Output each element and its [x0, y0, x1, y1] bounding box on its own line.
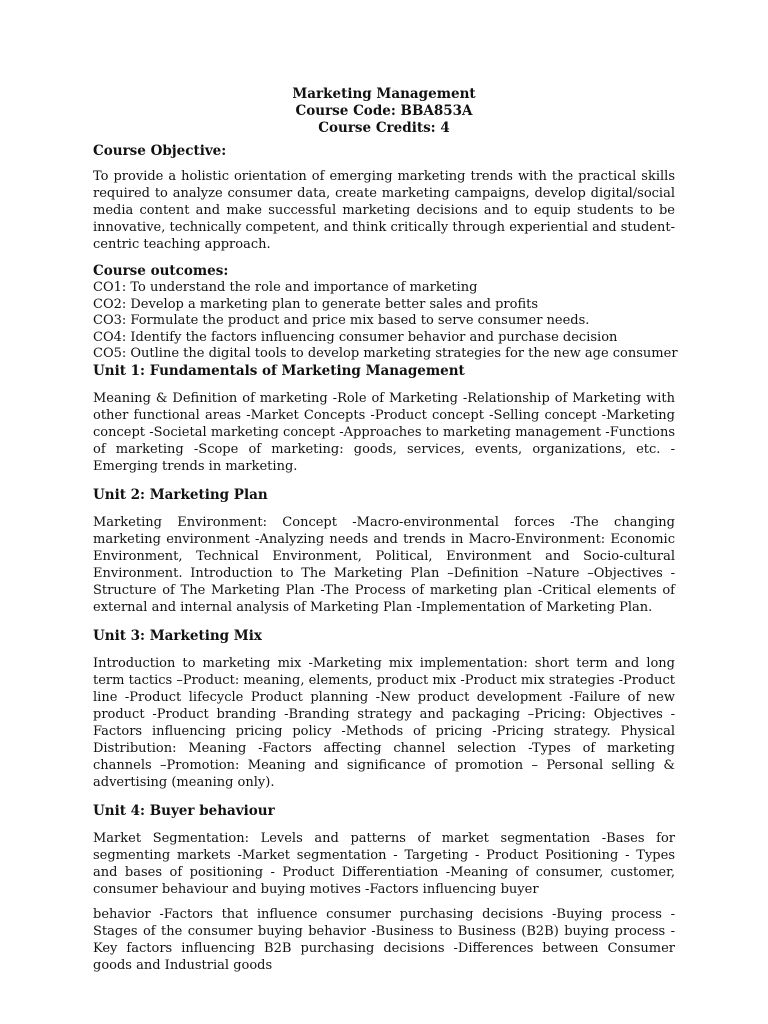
document-header	[93, 86, 675, 137]
unit-4-text: Market Segmentation: Levels and patterns of market segmentation -Bases for segmenting markets -Market segmentation - Targeting - Product Positioning - Types and bases of positioning - Product Differentiation -Meaning of consumer, customer, consumer behaviour and buying motives -Factors influencing buyer	[93, 830, 675, 897]
unit-4-text-continued: behavior -Factors that influence consumer purchasing decisions -Buying process -Stages of the consumer buying behavior -Business to Business (B2B) buying process -Key factors influencing B2B purchasing decisions -Differences between Consumer goods and Industrial goods	[93, 906, 675, 973]
course-code: Course Code: BBA853A	[295, 103, 473, 119]
outcome-item: CO5: Outline the digital tools to develop marketing strategies for the new age consumer	[93, 346, 678, 362]
objective-text: To provide a holistic orientation of emerging marketing trends with the practical skills required to analyze consumer data, create marketing campaigns, develop digital/social media content and make successful marketing decisions and to equip students to be innovative, technically competent, and think critically through experiential and student-centric teaching approach.	[93, 169, 675, 252]
unit-2-text: Marketing Environment: Concept -Macro-environmental forces -The changing marketing environment -Analyzing needs and trends in Macro-Environment: Economic Environment, Technical Environment, Political, Environment and Socio-cultural Environment. Introduction to The Marketing Plan –Definition –Nature –Objectives -Structure of The Marketing Plan -The Process of marketing plan -Critical elements of external and internal analysis of Marketing Plan -Implementation of Marketing Plan.	[93, 514, 675, 615]
unit-2-heading: Unit 2: Marketing Plan	[93, 486, 268, 503]
objective-heading: Course Objective:	[93, 143, 227, 159]
document-page	[93, 86, 678, 974]
outcomes-heading: Course outcomes:	[93, 263, 229, 279]
unit-1-heading: Unit 1: Fundamentals of Marketing Management	[93, 362, 465, 379]
unit-3-heading: Unit 3: Marketing Mix	[93, 627, 262, 644]
unit-3-text: Introduction to marketing mix -Marketing mix implementation: short term and long term tactics –Product: meaning, elements, product mix -Product mix strategies -Product line -Product lifecycle Product planning -New product development -Failure of new product -Product branding -Branding strategy and packaging –Pricing: Objectives -Factors influencing pricing policy -Methods of pricing -Pricing strategy. Physical Distribution: Meaning -Factors affecting channel selection -Types of marketing channels –Promotion: Meaning and significance of promotion – Personal selling & advertising (meaning only).	[93, 655, 675, 790]
unit-1-text: Meaning & Definition of marketing -Role of Marketing -Relationship of Marketing with other functional areas -Market Concepts -Product concept -Selling concept -Marketing concept -Societal marketing concept -Approaches to marketing management -Functions of marketing -Scope of marketing: goods, services, events, organizations, etc. -Emerging trends in marketing.	[93, 390, 675, 474]
outcome-item: CO4: Identify the factors influencing consumer behavior and purchase decision	[93, 329, 618, 345]
course-title: Marketing Management	[292, 86, 476, 102]
outcome-item: CO1: To understand the role and importance of marketing	[93, 280, 478, 295]
outcome-item: CO2: Develop a marketing plan to generate better sales and profits	[93, 296, 539, 312]
outcome-item: CO3: Formulate the product and price mix based to serve consumer needs.	[93, 313, 590, 329]
outcomes-list	[93, 280, 678, 363]
course-credits: Course Credits: 4	[318, 120, 450, 136]
unit-4-heading: Unit 4: Buyer behaviour	[93, 802, 275, 819]
